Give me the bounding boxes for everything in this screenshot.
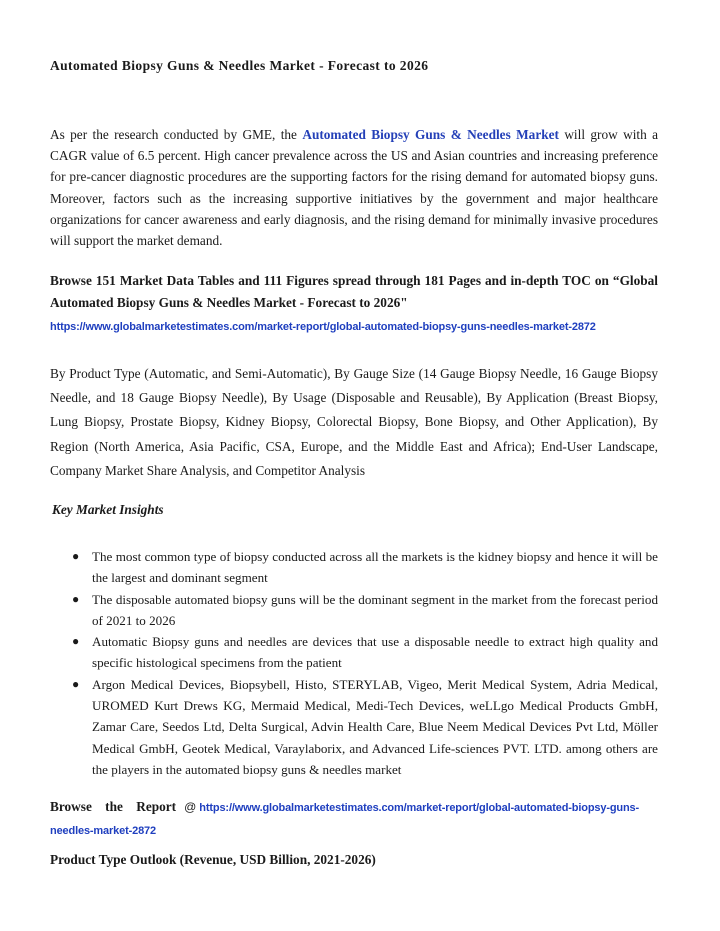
intro-text-after: will grow with a CAGR value of 6.5 percent. High cancer prevalence across the US and Asian countries and increasing preference for pre-cancer diagnostic procedures are the supporting factors for the rising demand for automated biopsy guns. Moreover, factors such as the increasing supportive initiatives by the government and major healthcare organizations for cancer awareness and early diagnosis, and the rising demand for minimally invasive procedures will support the market demand. [50,127,659,249]
list-item [50,631,658,674]
segmentation-paragraph: By Product Type (Automatic, and Semi-Automatic), By Gauge Size (14 Gauge Biopsy Needle, 16 Gauge Biopsy Needle, and 18 Gauge Biopsy Needle), By Usage (Disposable and Reusable), By Application (Breast Biopsy, Lung Biopsy, Prostate Biopsy, Kidney Biopsy, Colorectal Biopsy, Bone Biopsy, and Other Application), By Region (North America, Asia Pacific, CSA, Europe, and the Middle East and Africa); End-User Landscape, Company Market Share Analysis, and Competitor Analysis [50,366,658,478]
intro-paragraph [50,124,658,251]
product-type-outlook-heading: Product Type Outlook (Revenue, USD Billion, 2021-2026) [50,852,376,867]
browse-report-label: Browse the Report [50,799,177,814]
insight-text: The disposable automated biopsy guns will be the dominant segment in the market from the forecast period of 2021 to 2026 [92,591,658,628]
intro-text-before: As per the research conducted by GME, the [50,127,303,142]
browse-tables-heading: Browse 151 Market Data Tables and 111 Figures spread through 181 Pages and in-depth TOC on “Global Automated Biopsy Guns & Needles Market - Forecast to 2026" [50,273,658,310]
list-item [50,674,658,780]
insight-text: The most common type of biopsy conducted across all the markets is the kidney biopsy and hence it will be the largest and dominant segment [92,549,658,586]
bullet-icon: ● [72,549,80,563]
key-market-insights-heading: Key Market Insights [52,502,164,517]
insight-text: Automatic Biopsy guns and needles are devices that use a disposable needle to extract high quality and specific histological specimens from the patient [92,634,658,671]
report-url-link[interactable]: https://www.globalmarketestimates.com/market-report/global-automated-biopsy-guns-needles-market-2872 [50,321,596,333]
list-item [50,546,658,589]
browse-report-line [50,796,658,842]
at-symbol: @ [184,800,197,814]
browse-report-url-link[interactable]: https://www.globalmarketestimates.com/market-report/global-automated-biopsy-guns-needles-market-2872 [50,802,640,837]
bullet-icon: ● [72,676,80,691]
document-title: Automated Biopsy Guns & Needles Market - Forecast to 2026 [50,58,429,73]
insights-list [50,546,658,780]
bullet-icon: ● [72,634,80,649]
insight-text: Argon Medical Devices, Biopsybell, Histo, STERYLAB, Vigeo, Merit Medical System, Adria Medical, UROMED Kurt Drews KG, Mermaid Medical, Medi-Tech Devices, weLLgo Medical Products GmbH, Zamar Care, Seedos Ltd, Delta Surgical, Advin Health Care, Blue Neem Medical Devices Pvt Ltd, Möller Medical GmbH, Geotek Medical, Varaylaborix, and Advanced Life-sciences PVT. LTD. among others are the players in the automated biopsy guns & needles market [92,676,658,777]
bullet-icon: ● [72,591,80,606]
market-name-link[interactable]: Automated Biopsy Guns & Needles Market [302,127,559,142]
list-item [50,589,658,632]
